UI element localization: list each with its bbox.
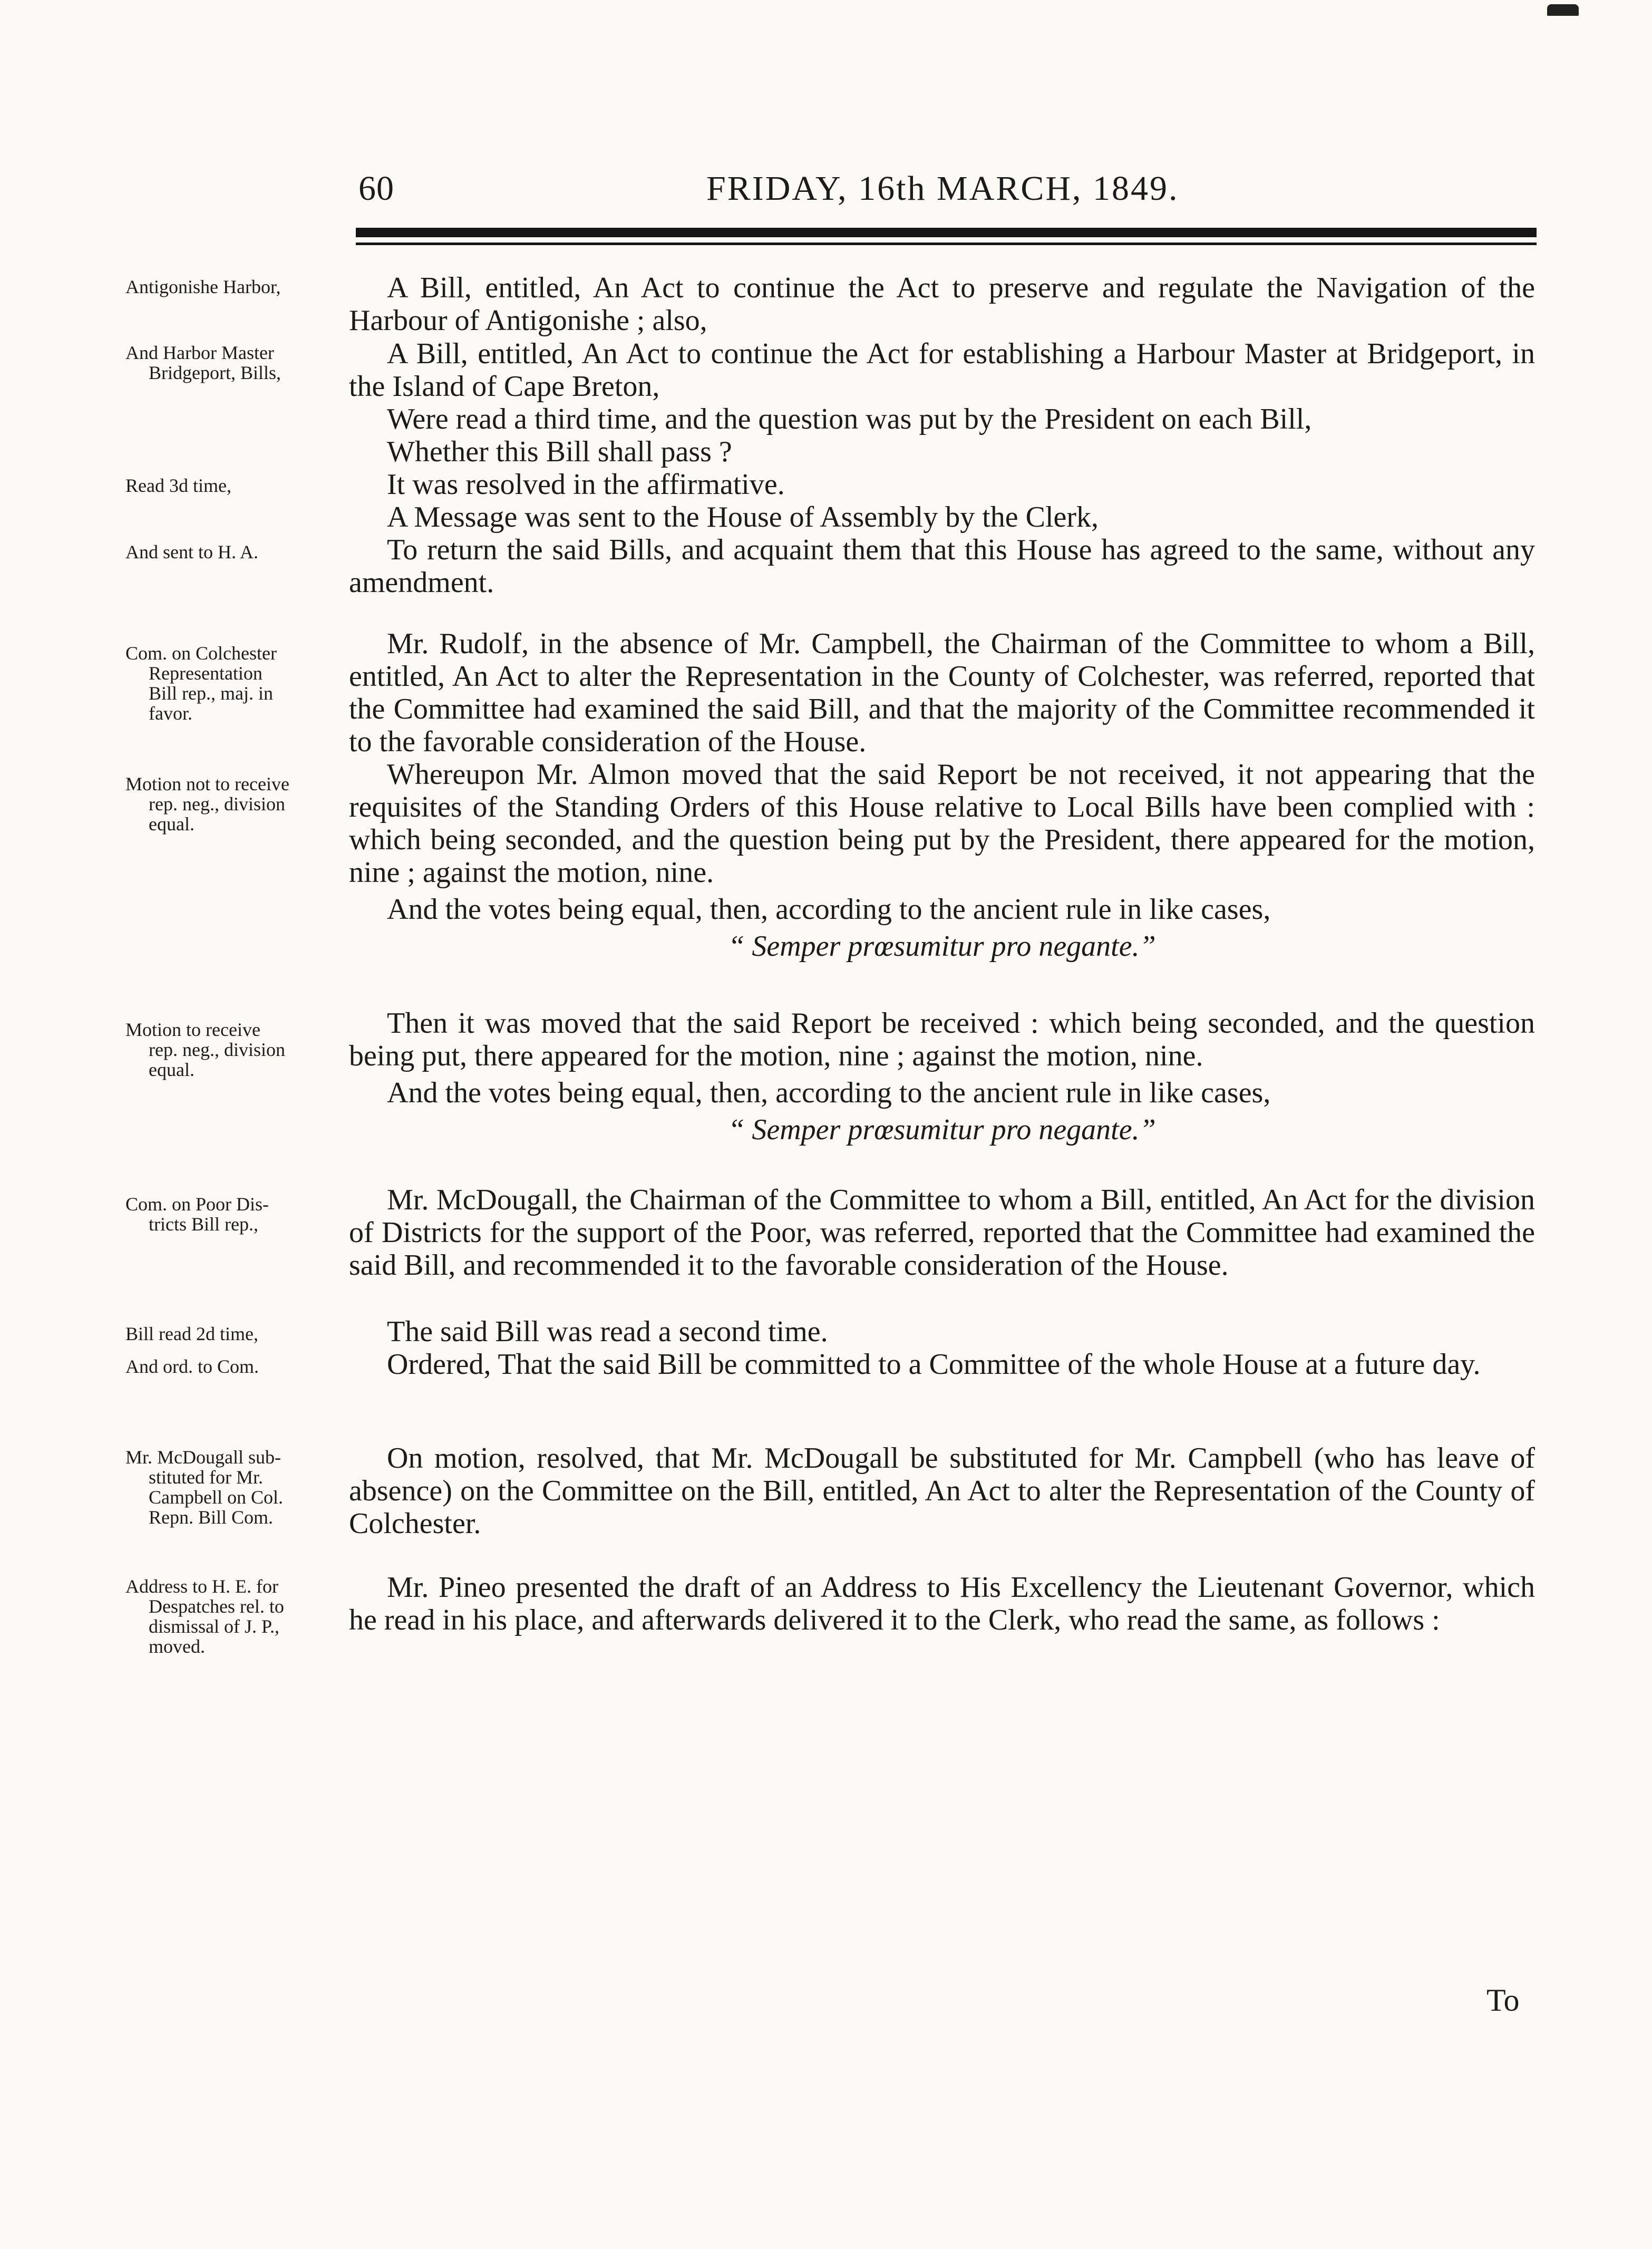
paragraph: And the votes being equal, then, according to the ancient rule in like cases,	[387, 1077, 1271, 1109]
page-number: 60	[358, 169, 394, 208]
entry-text	[349, 627, 1535, 758]
margin-note-line: rep. neg., division	[149, 793, 285, 815]
margin-note-line: Mr. McDougall sub-	[125, 1447, 281, 1468]
margin-note	[125, 542, 347, 562]
margin-note-line: Bill rep., maj. in	[149, 683, 273, 704]
header-rule-thin	[356, 243, 1537, 245]
margin-note	[125, 1324, 347, 1344]
entry-text	[349, 758, 1535, 963]
margin-note-line: Antigonishe Harbor,	[125, 276, 281, 297]
paragraph: It was resolved in the affirmative.	[387, 468, 785, 501]
paragraph: Were read a third time, and the question was put by the President on each Bill,	[387, 403, 1312, 435]
margin-note-line: tricts Bill rep.,	[149, 1214, 258, 1235]
catchword: To	[1486, 1983, 1520, 2018]
margin-note-line: And Harbor Master	[125, 342, 274, 363]
header-rule-thick	[356, 228, 1537, 237]
margin-note	[125, 277, 347, 297]
margin-note-line: Campbell on Col.	[149, 1487, 283, 1508]
entry-text	[349, 1571, 1535, 1636]
entry-text	[349, 337, 1535, 435]
margin-note-line: And sent to H. A.	[125, 541, 258, 563]
paragraph: Then it was moved that the said Report be received : which being seconded, and the question being put, there appeared for the motion, nine ; against the motion, nine.	[349, 1007, 1535, 1072]
margin-note-line: Motion to receive	[125, 1019, 260, 1040]
latin-maxim: “ Semper prœsumitur pro negante.”	[728, 1113, 1156, 1146]
paragraph: A Bill, entitled, An Act to continue the Act for establishing a Harbour Master at Bridgeport, in the Island of Cape Breton,	[349, 337, 1535, 403]
margin-note-line: equal.	[149, 1059, 195, 1080]
margin-note-line: Com. on Poor Dis-	[125, 1194, 269, 1215]
corner-ink-mark	[1547, 4, 1579, 16]
margin-note-line: equal.	[149, 813, 195, 835]
margin-note-line: Despatches rel. to	[149, 1596, 284, 1617]
running-head: FRIDAY, 16th MARCH, 1849.	[706, 169, 1179, 208]
entry-text	[349, 1315, 1535, 1348]
margin-note-line: Bill read 2d time,	[125, 1323, 258, 1344]
margin-note-line: moved.	[149, 1636, 205, 1657]
paragraph: Mr. Rudolf, in the absence of Mr. Campbell, the Chairman of the Committee to whom a Bill, entitled, An Act to alter the Representation in the County of Colchester, was referred, reported that the Committee had examined the said Bill, and that the majority of the Committee recommended it to the favorable consideration of the House.	[349, 627, 1535, 758]
paragraph: To return the said Bills, and acquaint them that this House has agreed to the same, without any amendment.	[349, 534, 1535, 599]
entry-text	[349, 1007, 1535, 1146]
margin-note	[125, 1576, 347, 1656]
margin-note	[125, 774, 347, 834]
entry-text	[349, 1348, 1535, 1381]
margin-note-line: And ord. to Com.	[125, 1356, 259, 1377]
entry-text	[349, 272, 1535, 337]
margin-note-line: dismissal of J. P.,	[149, 1616, 280, 1637]
entry-text	[349, 534, 1535, 599]
paragraph: On motion, resolved, that Mr. McDougall be substituted for Mr. Campbell (who has leave of absence) on the Committee on the Bill, entitled, An Act to alter the Representation of the County of Colchester.	[349, 1442, 1535, 1540]
paragraph: A Bill, entitled, An Act to continue the Act to preserve and regulate the Navigation of the Harbour of Antigonishe ; also,	[349, 272, 1535, 337]
latin-maxim: “ Semper prœsumitur pro negante.”	[728, 930, 1156, 963]
paragraph: Mr. McDougall, the Chairman of the Committee to whom a Bill, entitled, An Act for the division of Districts for the support of the Poor, was referred, reported that the Committee had examined the said Bill, and recommended it to the favorable consideration of the House.	[349, 1184, 1535, 1282]
margin-note-line: Repn. Bill Com.	[149, 1507, 274, 1528]
margin-note	[125, 1020, 347, 1080]
paragraph: Ordered, That the said Bill be committed to a Committee of the whole House at a future day.	[387, 1348, 1481, 1381]
margin-note-line: Motion not to receive	[125, 773, 289, 794]
paragraph: And the votes being equal, then, according to the ancient rule in like cases,	[387, 893, 1271, 926]
margin-note-line: Address to H. E. for	[125, 1576, 278, 1597]
paragraph: Mr. Pineo presented the draft of an Address to His Excellency the Lieutenant Governor, which he read in his place, and afterwards delivered it to the Clerk, who read the same, as follows :	[349, 1571, 1535, 1636]
margin-note	[125, 643, 347, 723]
entry-text	[349, 435, 1535, 534]
entry-text	[349, 1442, 1535, 1540]
margin-note-line: Bridgeport, Bills,	[149, 362, 281, 383]
margin-note	[125, 476, 347, 496]
paragraph: Whether this Bill shall pass ?	[387, 435, 732, 468]
margin-note-line: favor.	[149, 703, 192, 724]
margin-note	[125, 343, 347, 383]
margin-note	[125, 1194, 347, 1234]
margin-note	[125, 1447, 347, 1527]
margin-note-line: Read 3d time,	[125, 475, 231, 496]
margin-note-line: Com. on Colchester	[125, 643, 277, 664]
entry-text	[349, 1184, 1535, 1282]
paragraph: Whereupon Mr. Almon moved that the said Report be not received, it not appearing that the requisites of the Standing Orders of this House relative to Local Bills have been complied with : which being seconded, and the question being put by the President, there appeared for the motion, nine ; against the motion, nine.	[349, 758, 1535, 889]
margin-note-line: stituted for Mr.	[149, 1467, 263, 1488]
page-header	[358, 163, 1534, 221]
paragraph: The said Bill was read a second time.	[387, 1315, 828, 1348]
paragraph: A Message was sent to the House of Assembly by the Clerk,	[387, 501, 1099, 534]
margin-note	[125, 1356, 347, 1376]
margin-note-line: rep. neg., division	[149, 1039, 285, 1060]
margin-note-line: Representation	[149, 663, 263, 684]
